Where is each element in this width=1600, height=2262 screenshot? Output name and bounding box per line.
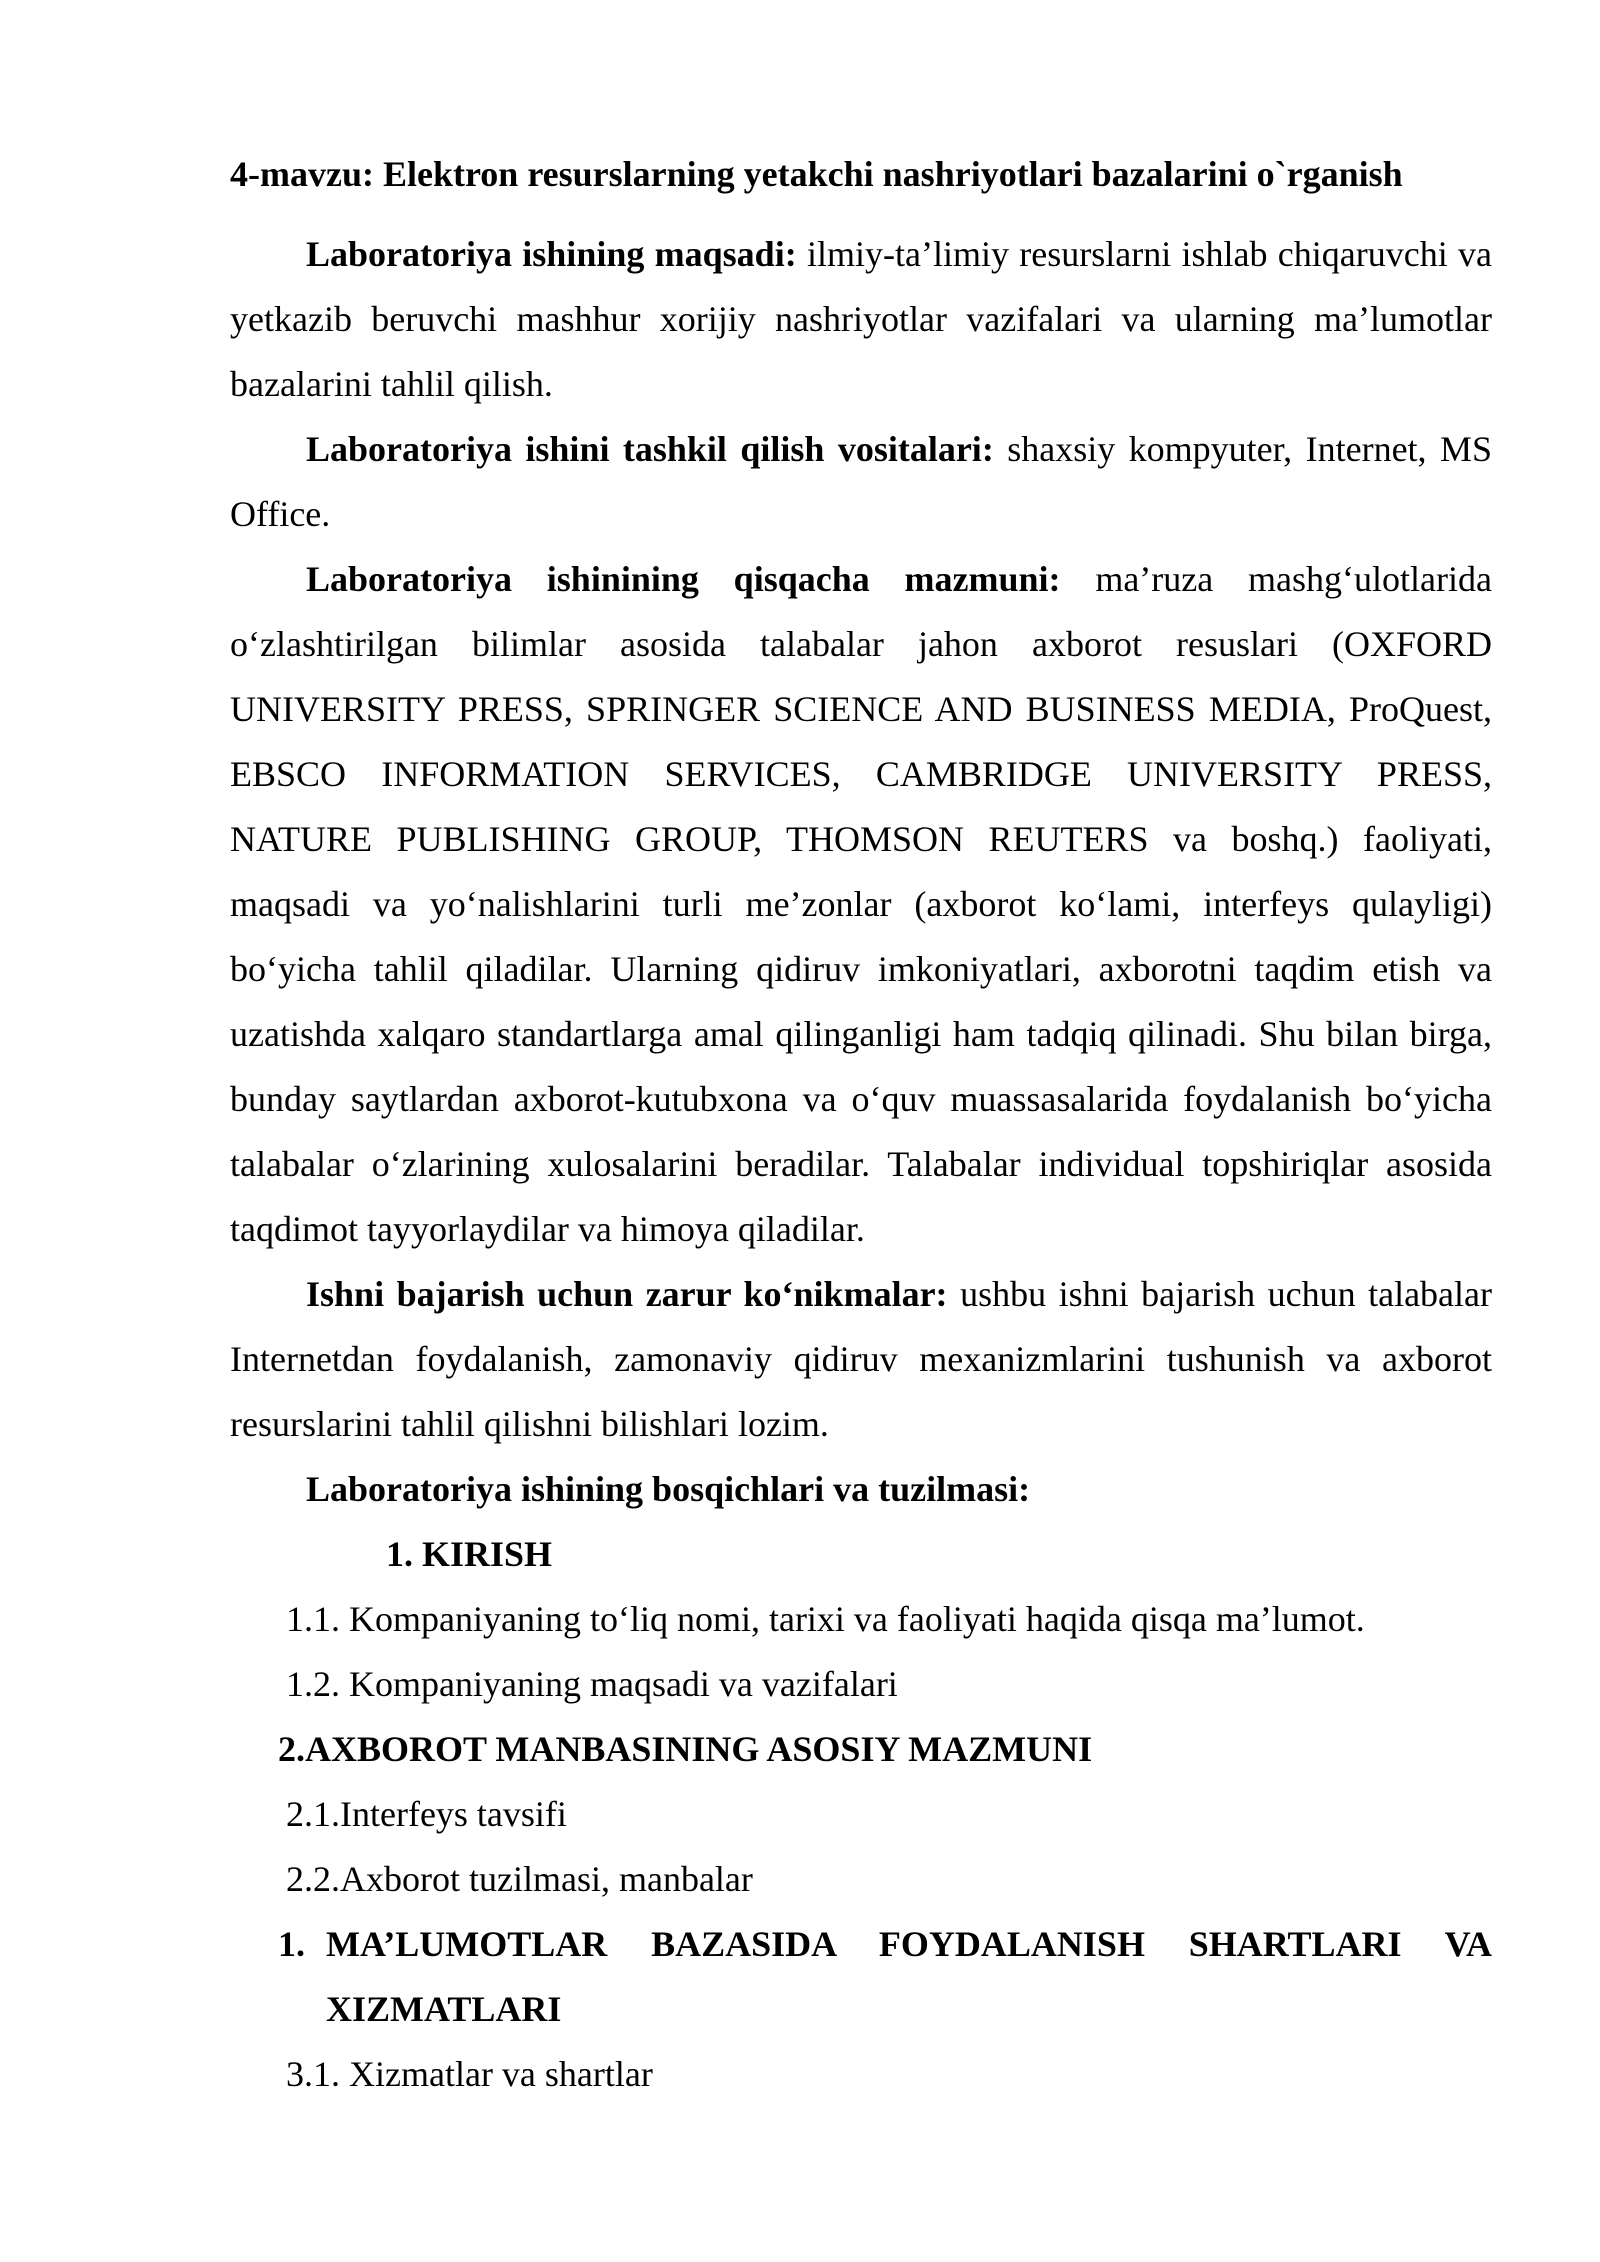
outline-section-1-heading: 1. KIRISH	[386, 1534, 553, 1574]
outline-section-3-number: 1.	[278, 1924, 305, 1964]
document-title: 4-mavzu: Elektron resurslarning yetakchi nashriyotlari bazalarini o`rganish	[230, 154, 1403, 194]
tools-paragraph	[230, 417, 1492, 547]
steps-heading: Laboratoriya ishining bosqichlari va tuzilmasi:	[306, 1469, 1031, 1509]
outline-item-1-2: 1.2. Kompaniyaning maqsadi va vazifalari	[286, 1664, 898, 1704]
tools-text: shaxsiy kompyuter, Internet, MS Office.	[230, 429, 1492, 534]
summary-paragraph	[230, 547, 1492, 1262]
purpose-text: ilmiy-ta’limiy resurslarni ishlab chiqaruvchi va yetkazib beruvchi mashhur xorijiy nashriyotlar vazifalari va ularning ma’lumotlar bazalarini tahlil qilish.	[230, 234, 1492, 404]
outline-item-2-2: 2.2.Axborot tuzilmasi, manbalar	[286, 1859, 753, 1899]
outline-section-2-heading: 2.AXBOROT MANBASINING ASOSIY MAZMUNI	[278, 1729, 1093, 1769]
purpose-label: Laboratoriya ishining maqsadi:	[306, 234, 797, 274]
skills-paragraph	[230, 1262, 1492, 1457]
skills-text: ushbu ishni bajarish uchun talabalar Internetdan foydalanish, zamonaviy qidiruv mexanizmlarini tushunish va axborot resurslarini tahlil qilishni bilishlari lozim.	[230, 1274, 1493, 1444]
outline-section-3-heading	[230, 1912, 1492, 2042]
tools-label: Laboratoriya ishini tashkil qilish vositalari:	[306, 429, 994, 469]
outline-item-1-1: 1.1. Kompaniyaning to‘liq nomi, tarixi va faoliyati haqida qisqa ma’lumot.	[286, 1599, 1365, 1639]
summary-text: ma’ruza mashg‘ulotlarida o‘zlashtirilgan bilimlar asosida talabalar jahon axborot resuslari (OXFORD UNIVERSITY PRESS, SPRINGER SCIENCE AND BUSINESS MEDIA, ProQuest, EBSCO INFORMATION SERVICES, CAMBRIDGE UNIVERSITY PRESS, NATURE PUBLISHING GROUP, THOMSON REUTERS va boshq.) faoliyati, maqsadi va yo‘nalishlarini turli me’zonlar (axborot ko‘lami, interfeys qulayligi) bo‘yicha tahlil qiladilar. Ularning qidiruv imkoniyatlari, axborotni taqdim etish va uzatishda xalqaro standartlarga amal qilinganligi ham tadqiq qilinadi. Shu bilan birga, bunday saytlardan axborot-kutubxona va o‘quv muassasalarida foydalanish bo‘yicha talabalar o‘zlarining xulosalarini beradilar. Talabalar individual topshiriqlar asosida taqdimot tayyorlaydilar va himoya qiladilar.	[230, 559, 1492, 1249]
outline-item-2-1: 2.1.Interfeys tavsifi	[286, 1794, 567, 1834]
summary-label: Laboratoriya ishinining qisqacha mazmuni:	[306, 559, 1061, 599]
document-content	[230, 150, 1492, 2107]
outline-item-3-1: 3.1. Xizmatlar va shartlar	[286, 2054, 653, 2094]
outline-section-3-text: MA’LUMOTLAR BAZASIDA FOYDALANISH SHARTLARI VA XIZMATLARI	[326, 1924, 1492, 2029]
purpose-paragraph	[230, 222, 1492, 417]
skills-label: Ishni bajarish uchun zarur ko‘nikmalar:	[306, 1274, 948, 1314]
